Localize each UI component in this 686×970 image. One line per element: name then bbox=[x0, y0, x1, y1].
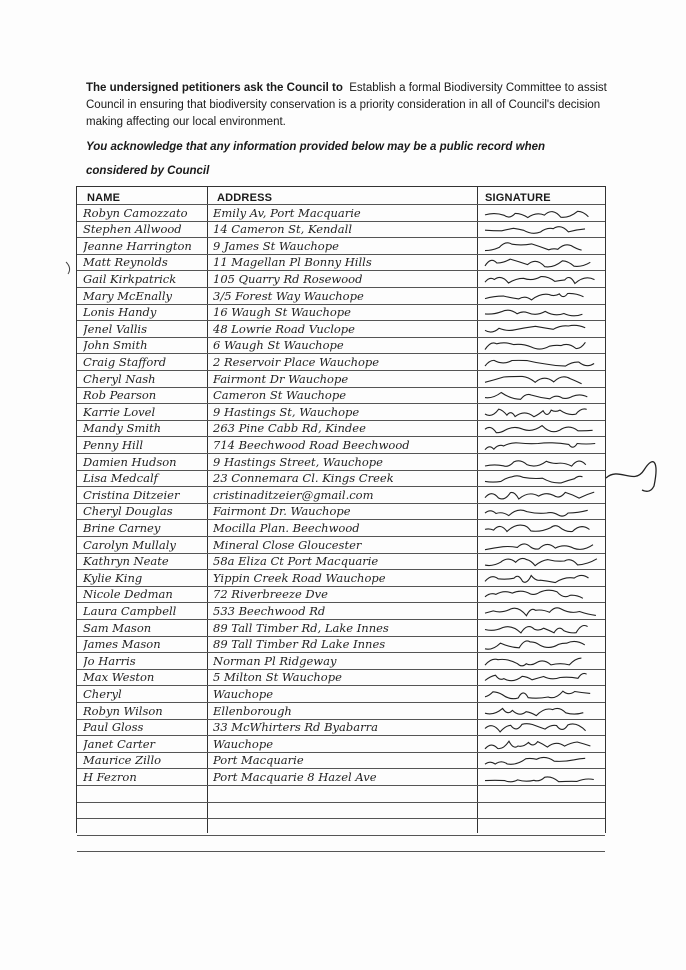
signatory-name: Cristina Ditzeier bbox=[83, 487, 180, 502]
signatory-name: Cheryl Nash bbox=[83, 371, 156, 386]
signatory-address: 263 Pine Cabb Rd, Kindee bbox=[213, 421, 366, 436]
handwritten-signature bbox=[481, 487, 601, 504]
handwritten-signature bbox=[481, 669, 601, 686]
handwritten-signature bbox=[481, 703, 601, 720]
signatory-name: H Fezron bbox=[83, 769, 137, 784]
signatory-name: Laura Campbell bbox=[83, 603, 177, 618]
signatory-address: 72 Riverbreeze Dve bbox=[213, 587, 328, 602]
signatory-address: Port Macquarie 8 Hazel Ave bbox=[213, 769, 377, 784]
signatory-name: Gail Kirkpatrick bbox=[83, 271, 177, 286]
signatory-address: 16 Waugh St Wauchope bbox=[213, 305, 351, 320]
signatory-name: Cheryl bbox=[83, 686, 122, 701]
handwritten-signature bbox=[481, 321, 601, 338]
handwritten-signature bbox=[481, 404, 601, 421]
signatory-address: Yippin Creek Road Wauchope bbox=[213, 570, 386, 585]
signatory-name: Jo Harris bbox=[83, 653, 136, 668]
handwritten-signature bbox=[481, 752, 601, 769]
signatory-name: Robyn Wilson bbox=[83, 703, 163, 718]
signatory-name: Mandy Smith bbox=[83, 421, 162, 436]
signatory-name: Maurice Zillo bbox=[83, 753, 162, 768]
signatory-name: Mary McEnally bbox=[83, 288, 173, 303]
handwritten-signature bbox=[481, 503, 601, 520]
signatory-name: Craig Stafford bbox=[83, 354, 167, 369]
handwritten-signature bbox=[481, 537, 601, 554]
handwritten-signature bbox=[481, 354, 601, 371]
handwritten-signature bbox=[481, 520, 601, 537]
handwritten-signature bbox=[481, 570, 601, 587]
column-header-signature: SIGNATURE bbox=[485, 192, 551, 204]
signatory-name: John Smith bbox=[83, 338, 148, 353]
handwritten-signature bbox=[481, 636, 601, 653]
signatory-name: Stephen Allwood bbox=[83, 222, 182, 237]
signatory-name: Lisa Medcalf bbox=[83, 471, 158, 486]
signatory-address: Cameron St Wauchope bbox=[213, 388, 347, 403]
signatory-address: 14 Cameron St, Kendall bbox=[213, 222, 353, 237]
handwritten-signature bbox=[481, 736, 601, 753]
handwritten-signature bbox=[481, 288, 601, 305]
handwritten-signature bbox=[481, 470, 601, 487]
signatory-name: James Mason bbox=[83, 637, 161, 652]
signatory-address: Mineral Close Gloucester bbox=[213, 537, 362, 552]
petition-request bbox=[86, 80, 626, 131]
signatory-name: Rob Pearson bbox=[83, 388, 157, 403]
public-record-notice-continued: considered by Council bbox=[86, 165, 210, 177]
signatory-address: 9 James St Wauchope bbox=[213, 238, 339, 253]
signatory-name: Robyn Camozzato bbox=[83, 205, 188, 220]
signatory-address: 89 Tall Timber Rd, Lake Innes bbox=[213, 620, 389, 635]
signatory-name: Jenel Vallis bbox=[83, 321, 148, 336]
handwritten-signature bbox=[481, 254, 601, 271]
signatory-name: Penny Hill bbox=[83, 437, 144, 452]
signature-table bbox=[76, 186, 606, 833]
signatory-address: 3/5 Forest Way Wauchope bbox=[213, 288, 364, 303]
signatory-name: Brine Carney bbox=[83, 520, 161, 535]
handwritten-signature bbox=[481, 387, 601, 404]
signatory-address: 11 Magellan Pl Bonny Hills bbox=[213, 255, 372, 270]
signatory-address: Emily Av, Port Macquarie bbox=[213, 205, 361, 220]
handwritten-signature bbox=[481, 769, 601, 786]
petition-lead: The undersigned petitioners ask the Council to bbox=[86, 82, 343, 94]
signatory-address: 89 Tall Timber Rd Lake Innes bbox=[213, 637, 386, 652]
row-divider bbox=[77, 802, 605, 803]
signatory-name: Lonis Handy bbox=[83, 305, 157, 320]
signatory-name: Kathryn Neate bbox=[83, 554, 169, 569]
signatory-name: Matt Reynolds bbox=[83, 255, 168, 270]
signatory-name: Nicole Dedman bbox=[83, 587, 173, 602]
handwritten-signature bbox=[481, 653, 601, 670]
signatory-address: 6 Waugh St Wauchope bbox=[213, 338, 344, 353]
signatory-name: Carolyn Mullaly bbox=[83, 537, 176, 552]
row-divider bbox=[77, 851, 605, 852]
signatory-address: Mocilla Plan. Beechwood bbox=[213, 520, 360, 535]
column-header-address: ADDRESS bbox=[217, 192, 273, 204]
handwritten-signature bbox=[481, 686, 601, 703]
signatory-address: 2 Reservoir Place Wauchope bbox=[213, 354, 380, 369]
handwritten-signature bbox=[481, 620, 601, 637]
row-divider bbox=[77, 818, 605, 819]
signatory-address: Wauchope bbox=[213, 736, 274, 751]
signatory-address: Ellenborough bbox=[213, 703, 292, 718]
signatory-address: 714 Beechwood Road Beechwood bbox=[213, 437, 410, 452]
margin-tick-mark bbox=[62, 258, 82, 278]
signatory-name: Sam Mason bbox=[83, 620, 152, 635]
signatory-name: Kylie King bbox=[83, 570, 143, 585]
signatory-name: Paul Gloss bbox=[83, 720, 144, 735]
signatory-address: 533 Beechwood Rd bbox=[213, 603, 326, 618]
handwritten-signature bbox=[481, 205, 601, 222]
handwritten-signature bbox=[481, 420, 601, 437]
handwritten-signature bbox=[481, 371, 601, 388]
handwritten-signature bbox=[481, 238, 601, 255]
signatory-name: Karrie Lovel bbox=[83, 404, 156, 419]
signatory-address: cristinaditzeier@gmail.com bbox=[213, 487, 374, 502]
overflow-signature-flourish bbox=[604, 456, 664, 496]
signatory-address: Fairmont Dr Wauchope bbox=[213, 371, 349, 386]
signatory-address: 48 Lowrie Road Vuclope bbox=[213, 321, 355, 336]
handwritten-signature bbox=[481, 553, 601, 570]
signatory-address: 9 Hastings St, Wauchope bbox=[213, 404, 360, 419]
signatory-address: Fairmont Dr. Wauchope bbox=[213, 504, 351, 519]
handwritten-signature bbox=[481, 304, 601, 321]
signatory-address: Port Macquarie bbox=[213, 753, 304, 768]
signatory-address: 23 Connemara Cl. Kings Creek bbox=[213, 471, 394, 486]
handwritten-signature bbox=[481, 454, 601, 471]
signatory-address: 105 Quarry Rd Rosewood bbox=[213, 271, 363, 286]
signatory-name: Max Weston bbox=[83, 670, 155, 685]
handwritten-signature bbox=[481, 271, 601, 288]
signatory-address: 9 Hastings Street, Wauchope bbox=[213, 454, 383, 469]
public-record-notice: You acknowledge that any information provided below may be a public record when bbox=[86, 141, 546, 153]
handwritten-signature bbox=[481, 719, 601, 736]
column-header-name: NAME bbox=[87, 192, 121, 204]
handwritten-signature bbox=[481, 337, 601, 354]
signatory-address: 5 Milton St Wauchope bbox=[213, 670, 342, 685]
signatory-address: Norman Pl Ridgeway bbox=[213, 653, 337, 668]
handwritten-signature bbox=[481, 221, 601, 238]
petition-request-text: Establish a formal Biodiversity Committee to assist Council in ensuring that biodiversity conservation is a priority consideration in all of Council's decision making affecting our local environment. bbox=[86, 82, 607, 128]
signatory-address: 33 McWhirters Rd Byabarra bbox=[213, 720, 378, 735]
signatory-name: Janet Carter bbox=[83, 736, 156, 751]
handwritten-signature bbox=[481, 603, 601, 620]
row-divider bbox=[77, 835, 605, 836]
handwritten-signature bbox=[481, 437, 601, 454]
signatory-name: Damien Hudson bbox=[83, 454, 177, 469]
signatory-address: 58a Eliza Ct Port Macquarie bbox=[213, 554, 379, 569]
handwritten-signature bbox=[481, 586, 601, 603]
signatory-name: Jeanne Harrington bbox=[83, 238, 192, 253]
signatory-address: Wauchope bbox=[213, 686, 274, 701]
signatory-name: Cheryl Douglas bbox=[83, 504, 173, 519]
